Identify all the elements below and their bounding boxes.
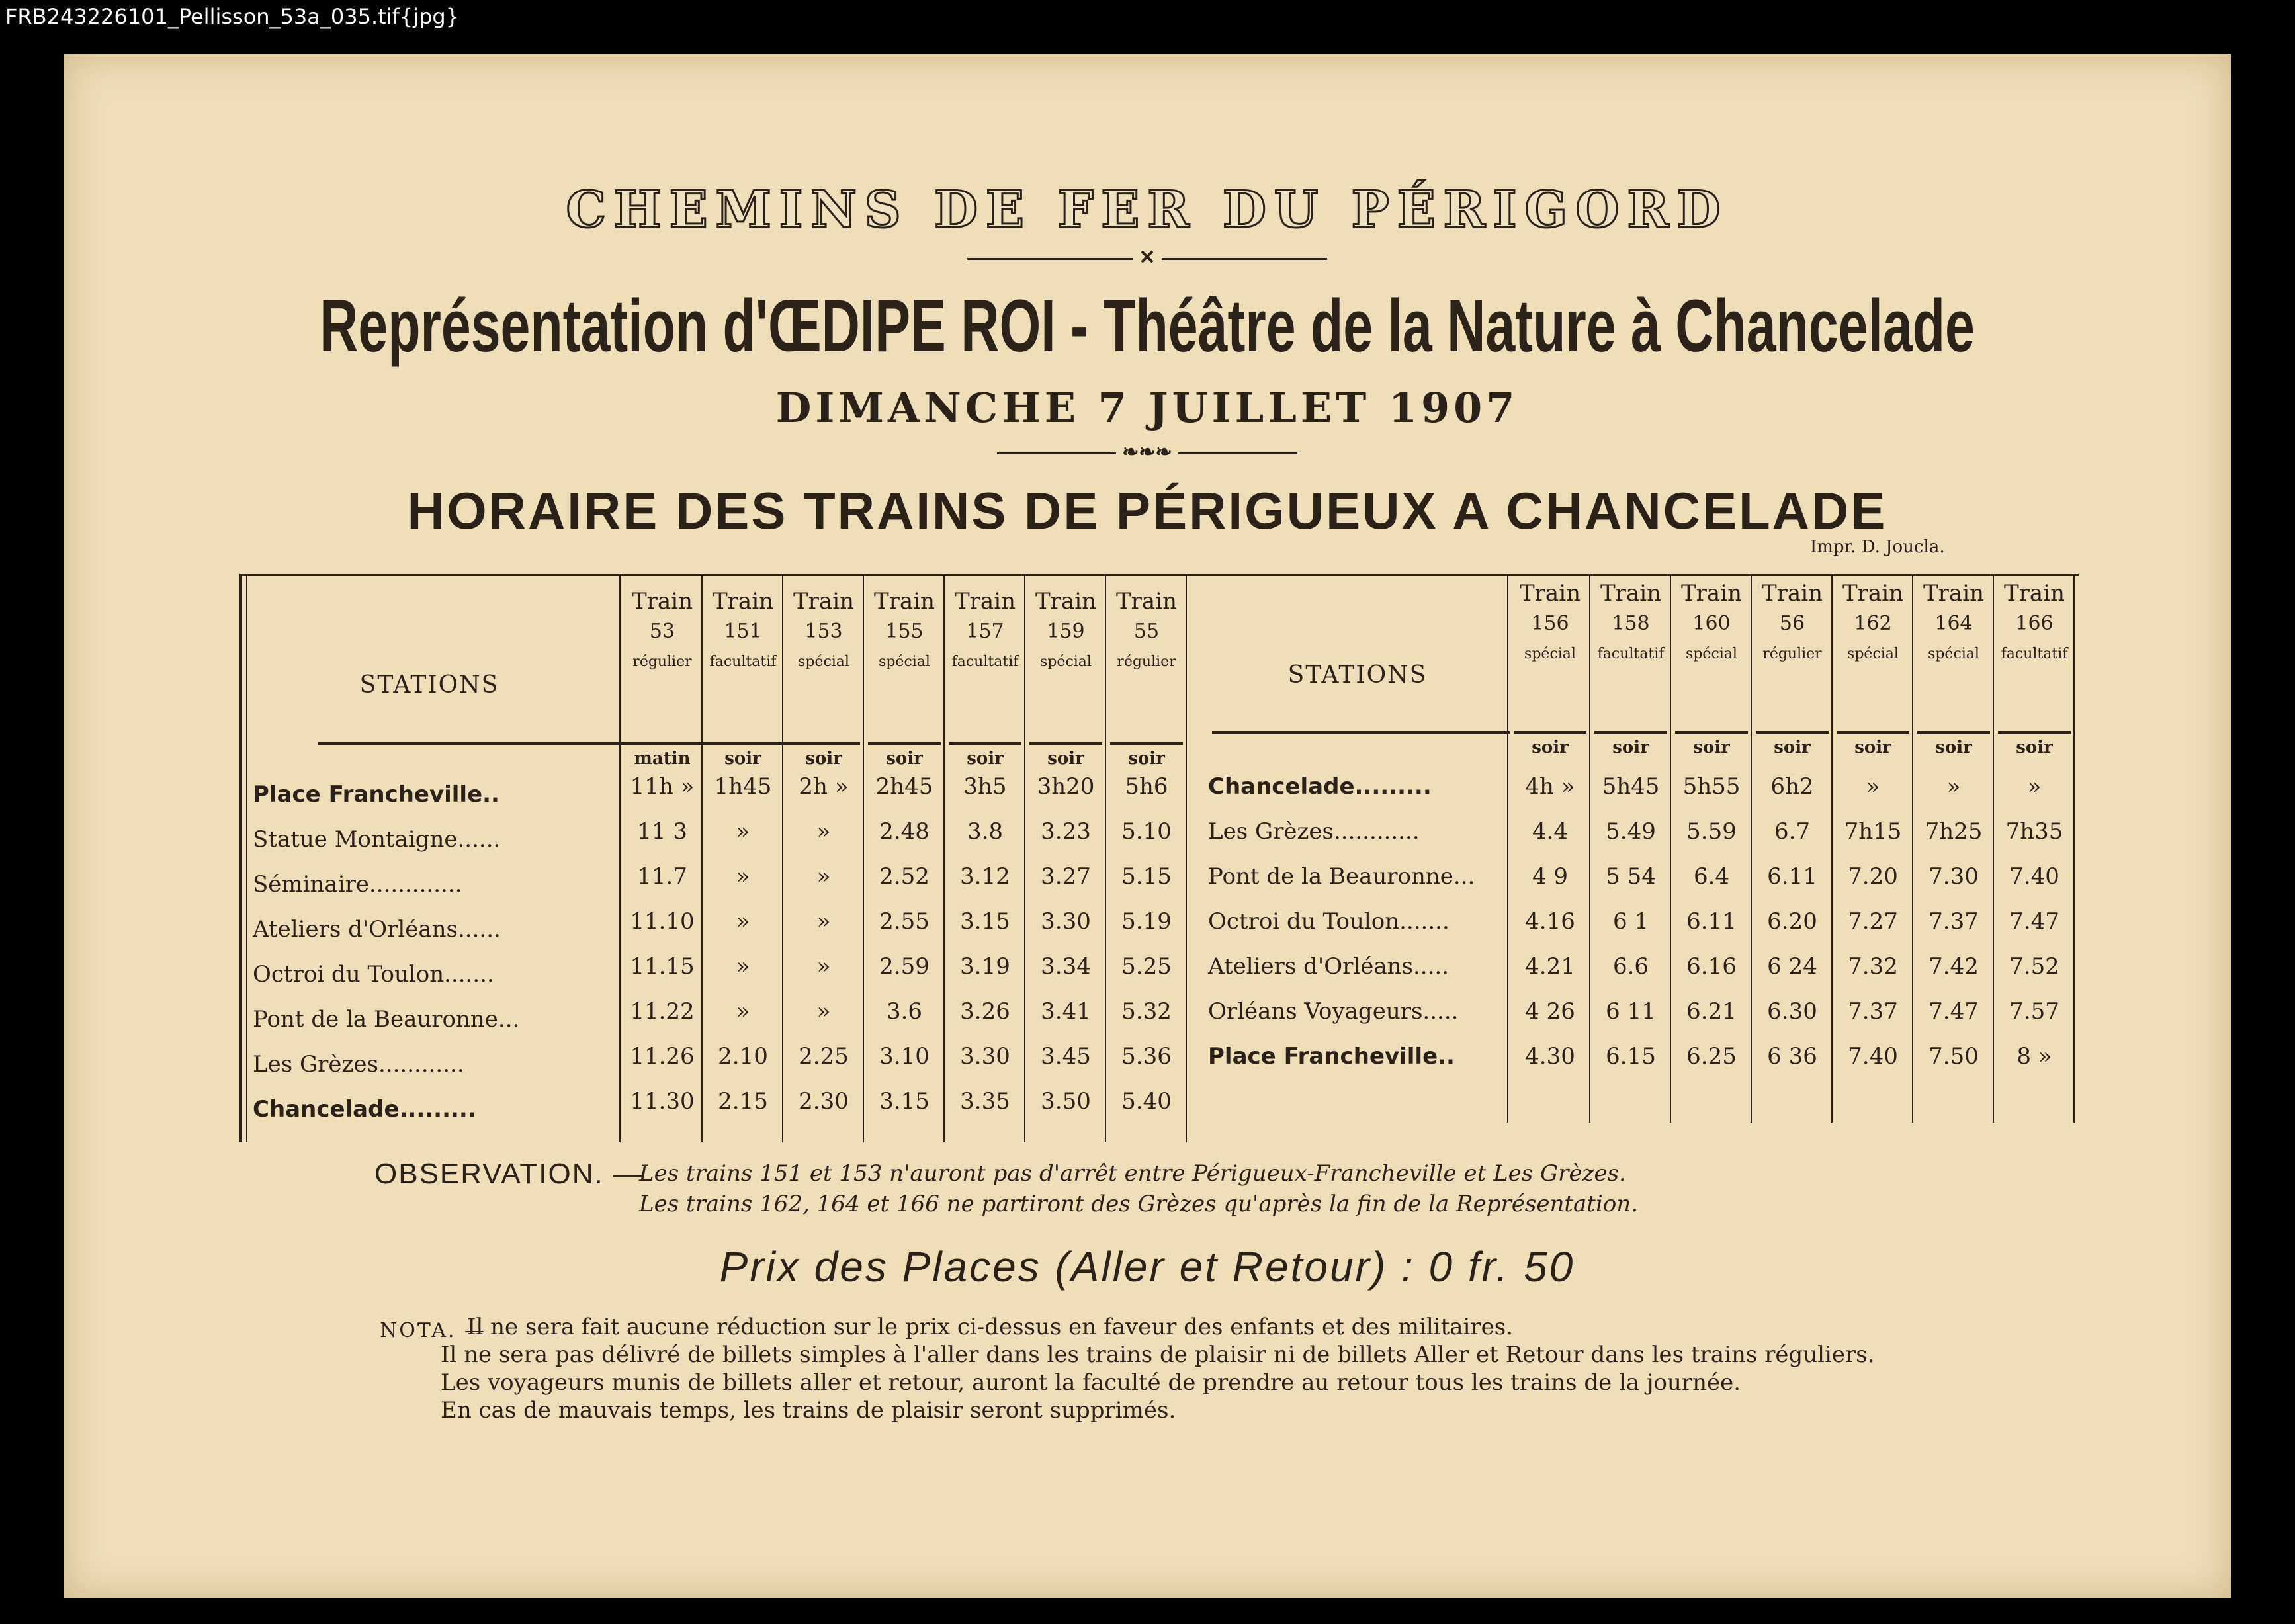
- time-cell: »: [2027, 773, 2042, 800]
- nota-line: En cas de mauvais temps, les trains de plaisir seront supprimés.: [441, 1397, 1176, 1424]
- time-cell: 6.25: [1686, 1043, 1737, 1070]
- time-cell: 6.30: [1767, 998, 1817, 1025]
- time-cell: 1h45: [714, 773, 772, 800]
- time-cell: »: [736, 863, 750, 890]
- time-cell: 4.4: [1532, 818, 1569, 845]
- time-cell: 7.50: [1928, 1043, 1979, 1070]
- station-name: Octroi du Toulon.......: [253, 961, 494, 988]
- train-number: 164: [1934, 612, 1973, 635]
- time-cell: 5h45: [1602, 773, 1660, 800]
- time-cell: 7.30: [1928, 863, 1979, 890]
- time-cell: 11.7: [637, 863, 687, 890]
- station-name: Place Francheville..: [253, 781, 499, 808]
- station-name: Place Francheville..: [1208, 1043, 1455, 1070]
- time-cell: 7.52: [2009, 953, 2059, 980]
- time-cell: 4 26: [1525, 998, 1575, 1025]
- time-cell: 2.55: [879, 908, 930, 935]
- train-period: soir: [805, 749, 842, 769]
- time-cell: 3.34: [1041, 953, 1091, 980]
- train-number: 166: [2015, 612, 2054, 635]
- station-name: Chancelade.........: [253, 1096, 476, 1123]
- train-number: 156: [1531, 612, 1569, 635]
- time-cell: 5.15: [1121, 863, 1172, 890]
- train-kind: spécial: [1686, 646, 1737, 662]
- timetable-heading: HORAIRE DES TRAINS DE PÉRIGUEUX A CHANCELADE: [407, 482, 1887, 540]
- time-cell: 5.19: [1121, 908, 1172, 935]
- time-cell: 11.22: [630, 998, 695, 1025]
- header-rule: [1212, 731, 1510, 734]
- time-cell: 5.59: [1686, 818, 1737, 845]
- time-cell: 3.12: [960, 863, 1010, 890]
- header-rule: [868, 742, 941, 745]
- time-cell: 4.30: [1525, 1043, 1575, 1070]
- time-cell: »: [736, 953, 750, 980]
- time-cell: 3.30: [960, 1043, 1010, 1070]
- nota-label: NOTA. —: [380, 1319, 486, 1342]
- file-label: FRB243226101_Pellisson_53a_035.tif{jpg}: [5, 4, 460, 29]
- timetable: [239, 574, 2079, 1142]
- date-ornament: [64, 441, 2231, 464]
- time-cell: 3.41: [1041, 998, 1091, 1025]
- time-cell: 3h20: [1037, 773, 1095, 800]
- station-name: Orléans Voyageurs.....: [1208, 998, 1459, 1025]
- time-cell: 3.23: [1041, 818, 1091, 845]
- time-cell: 5.49: [1606, 818, 1656, 845]
- event-date: DIMANCHE 7 JUILLET 1907: [775, 384, 1519, 432]
- time-cell: »: [736, 908, 750, 935]
- time-cell: 3.15: [879, 1088, 930, 1115]
- header-rule: [1917, 731, 1990, 734]
- time-cell: »: [816, 953, 831, 980]
- time-cell: 3.30: [1041, 908, 1091, 935]
- header-rule: [787, 742, 860, 745]
- station-name: Chancelade.........: [1208, 773, 1432, 800]
- price-line: Prix des Places (Aller et Retour) : 0 fr. 50: [719, 1243, 1575, 1291]
- time-cell: 7.37: [1928, 908, 1979, 935]
- time-cell: 8 »: [2016, 1043, 2052, 1070]
- time-cell: »: [736, 998, 750, 1025]
- station-name: Séminaire.............: [253, 871, 462, 898]
- column-rule: [2073, 574, 2075, 1123]
- time-cell: 7h15: [1844, 818, 1902, 845]
- time-cell: 5.10: [1121, 818, 1172, 845]
- stations-header: STATIONS: [359, 671, 499, 699]
- train-number: 160: [1692, 612, 1731, 635]
- train-number: 155: [885, 620, 924, 643]
- train-label: Train: [1520, 580, 1581, 607]
- time-cell: 5h6: [1125, 773, 1168, 800]
- observation-label: OBSERVATION. —: [374, 1158, 644, 1190]
- train-label: Train: [1842, 580, 1903, 607]
- time-cell: 2.52: [879, 863, 930, 890]
- time-cell: 7.20: [1848, 863, 1898, 890]
- company-title: CHEMINS DE FER DU PÉRIGORD: [566, 180, 1729, 239]
- train-label: Train: [1116, 588, 1177, 615]
- time-cell: 3.35: [960, 1088, 1010, 1115]
- time-cell: 5.25: [1121, 953, 1172, 980]
- train-kind: spécial: [1847, 646, 1899, 662]
- time-cell: 2.59: [879, 953, 930, 980]
- time-cell: 5.40: [1121, 1088, 1172, 1115]
- train-period: soir: [1693, 738, 1730, 757]
- ornament-glyph: ❧❧❧: [1122, 441, 1172, 464]
- time-cell: 6.20: [1767, 908, 1817, 935]
- header-rule: [1110, 742, 1183, 745]
- train-kind: facultatif: [709, 654, 777, 670]
- time-cell: 3.45: [1041, 1043, 1091, 1070]
- header-rule: [707, 742, 779, 745]
- nota-line: Il ne sera fait aucune réduction sur le prix ci-dessus en faveur des enfants et des militaires.: [467, 1314, 1514, 1340]
- train-label: Train: [1923, 580, 1984, 607]
- train-period: soir: [1047, 749, 1084, 769]
- train-period: soir: [1128, 749, 1165, 769]
- train-label: Train: [1681, 580, 1742, 607]
- timetable-sheet: [64, 54, 2231, 1598]
- title-ornament: [64, 246, 2231, 269]
- train-period: soir: [1532, 738, 1569, 757]
- station-name: Pont de la Beauronne...: [1208, 863, 1475, 890]
- header-rule: [1514, 731, 1586, 734]
- train-label: Train: [632, 588, 693, 615]
- time-cell: 3.19: [960, 953, 1010, 980]
- time-cell: 3.10: [879, 1043, 930, 1070]
- time-cell: »: [816, 908, 831, 935]
- time-cell: 6 36: [1767, 1043, 1817, 1070]
- event-title: Représentation d'ŒDIPE ROI - Théâtre de la Nature à Chancelade: [320, 284, 1975, 367]
- time-cell: 11.26: [630, 1043, 695, 1070]
- train-number: 56: [1779, 612, 1805, 635]
- header-rule: [1675, 731, 1748, 734]
- printer-credit: Impr. D. Joucla.: [1810, 537, 1945, 557]
- train-label: Train: [793, 588, 854, 615]
- time-cell: 3.26: [960, 998, 1010, 1025]
- train-period: soir: [886, 749, 923, 769]
- time-cell: 2.48: [879, 818, 930, 845]
- train-number: 162: [1854, 612, 1892, 635]
- train-period: soir: [1612, 738, 1649, 757]
- table-left-rule-inner: [246, 574, 247, 1142]
- train-kind: régulier: [1762, 646, 1822, 662]
- train-period: soir: [1854, 738, 1891, 757]
- time-cell: 5.32: [1121, 998, 1172, 1025]
- station-name: Statue Montaigne......: [253, 826, 501, 853]
- time-cell: 7.40: [2009, 863, 2059, 890]
- time-cell: 7.47: [1928, 998, 1979, 1025]
- time-cell: 2.30: [799, 1088, 849, 1115]
- header-rule: [626, 742, 699, 745]
- time-cell: »: [1866, 773, 1880, 800]
- time-cell: 3.6: [886, 998, 923, 1025]
- observation-line-2: Les trains 162, 164 et 166 ne partiront des Grèzes qu'après la fin de la Représentation.: [639, 1191, 1639, 1217]
- time-cell: 3.27: [1041, 863, 1091, 890]
- time-cell: 7.27: [1848, 908, 1898, 935]
- train-kind: régulier: [632, 654, 692, 670]
- time-cell: 7.32: [1848, 953, 1898, 980]
- nota-line: Il ne sera pas délivré de billets simples à l'aller dans les trains de plaisir ni de billets Aller et Retour dans les trains réguliers.: [441, 1342, 1875, 1368]
- station-name: Les Grèzes............: [253, 1051, 464, 1078]
- time-cell: »: [736, 818, 750, 845]
- time-cell: 3.15: [960, 908, 1010, 935]
- time-cell: 6.16: [1686, 953, 1737, 980]
- time-cell: 6.15: [1606, 1043, 1656, 1070]
- train-number: 157: [966, 620, 1004, 643]
- train-kind: spécial: [879, 654, 930, 670]
- header-rule: [1837, 731, 1909, 734]
- time-cell: 6.7: [1774, 818, 1811, 845]
- time-cell: 6 24: [1767, 953, 1817, 980]
- train-label: Train: [1600, 580, 1661, 607]
- train-number: 55: [1133, 620, 1160, 643]
- time-cell: 2.25: [799, 1043, 849, 1070]
- header-rule: [1756, 731, 1829, 734]
- time-cell: »: [816, 818, 831, 845]
- time-cell: »: [816, 863, 831, 890]
- time-cell: 7.42: [1928, 953, 1979, 980]
- station-name: Ateliers d'Orléans.....: [1208, 953, 1450, 980]
- train-number: 159: [1047, 620, 1085, 643]
- time-cell: 5h55: [1682, 773, 1741, 800]
- train-kind: facultatif: [1597, 646, 1665, 662]
- time-cell: 7.37: [1848, 998, 1898, 1025]
- header-rule: [1029, 742, 1102, 745]
- train-kind: régulier: [1117, 654, 1176, 670]
- nota-line: Les voyageurs munis de billets aller et retour, auront la faculté de prendre au retour tous les trains de la journée.: [441, 1369, 1741, 1396]
- train-period: soir: [2016, 738, 2053, 757]
- train-label: Train: [955, 588, 1016, 615]
- time-cell: 6.6: [1612, 953, 1649, 980]
- time-cell: 7.57: [2009, 998, 2059, 1025]
- time-cell: 4.16: [1525, 908, 1575, 935]
- stations-header: STATIONS: [1287, 662, 1428, 689]
- train-label: Train: [713, 588, 773, 615]
- header-rule: [949, 742, 1021, 745]
- header-rule: [1998, 731, 2071, 734]
- time-cell: 6.11: [1767, 863, 1817, 890]
- time-cell: 6h2: [1770, 773, 1814, 800]
- station-name: Ateliers d'Orléans......: [253, 916, 501, 943]
- train-period: matin: [634, 749, 691, 769]
- train-kind: spécial: [1040, 654, 1092, 670]
- time-cell: 7.40: [1848, 1043, 1898, 1070]
- time-cell: 6.11: [1686, 908, 1737, 935]
- table-top-rule: [239, 574, 2079, 576]
- time-cell: 11h »: [630, 773, 695, 800]
- time-cell: 5 54: [1606, 863, 1656, 890]
- time-cell: »: [1946, 773, 1961, 800]
- time-cell: 7h35: [2005, 818, 2063, 845]
- time-cell: 3h5: [963, 773, 1007, 800]
- time-cell: 2.15: [718, 1088, 768, 1115]
- train-period: soir: [1935, 738, 1972, 757]
- header-rule: [1594, 731, 1667, 734]
- train-period: soir: [967, 749, 1004, 769]
- time-cell: 5.36: [1121, 1043, 1172, 1070]
- time-cell: 4 9: [1532, 863, 1569, 890]
- train-number: 53: [649, 620, 675, 643]
- time-cell: 2h »: [799, 773, 849, 800]
- train-label: Train: [874, 588, 935, 615]
- time-cell: 4.21: [1525, 953, 1575, 980]
- column-rule: [619, 574, 621, 1142]
- time-cell: 11.15: [630, 953, 695, 980]
- station-name: Les Grèzes............: [1208, 818, 1420, 845]
- time-cell: »: [816, 998, 831, 1025]
- time-cell: 11 3: [637, 818, 687, 845]
- time-cell: 7h25: [1925, 818, 1983, 845]
- table-left-rule: [239, 574, 242, 1142]
- train-number: 158: [1612, 612, 1650, 635]
- station-name: Pont de la Beauronne...: [253, 1006, 520, 1033]
- time-cell: 3.8: [967, 818, 1004, 845]
- time-cell: 3.50: [1041, 1088, 1091, 1115]
- train-kind: spécial: [1524, 646, 1576, 662]
- train-kind: spécial: [798, 654, 849, 670]
- train-number: 151: [724, 620, 762, 643]
- time-cell: 7.47: [2009, 908, 2059, 935]
- column-rule: [1507, 574, 1508, 1123]
- ornament-glyph: ✕: [1139, 246, 1156, 269]
- time-cell: 6.4: [1693, 863, 1730, 890]
- time-cell: 6 1: [1612, 908, 1649, 935]
- time-cell: 11.10: [630, 908, 695, 935]
- time-cell: 2h45: [875, 773, 933, 800]
- train-period: soir: [724, 749, 761, 769]
- time-cell: 2.10: [718, 1043, 768, 1070]
- train-label: Train: [2004, 580, 2065, 607]
- time-cell: 11.30: [630, 1088, 695, 1115]
- station-name: Octroi du Toulon.......: [1208, 908, 1450, 935]
- train-period: soir: [1774, 738, 1811, 757]
- train-kind: facultatif: [2001, 646, 2068, 662]
- time-cell: 6 11: [1606, 998, 1656, 1025]
- time-cell: 4h »: [1525, 773, 1575, 800]
- train-label: Train: [1762, 580, 1823, 607]
- time-cell: 6.21: [1686, 998, 1737, 1025]
- train-kind: spécial: [1928, 646, 1979, 662]
- train-label: Train: [1035, 588, 1096, 615]
- observation-line-1: Les trains 151 et 153 n'auront pas d'arrêt entre Périgueux-Francheville et Les Grèzes.: [639, 1160, 1626, 1187]
- train-kind: facultatif: [951, 654, 1019, 670]
- train-number: 153: [804, 620, 843, 643]
